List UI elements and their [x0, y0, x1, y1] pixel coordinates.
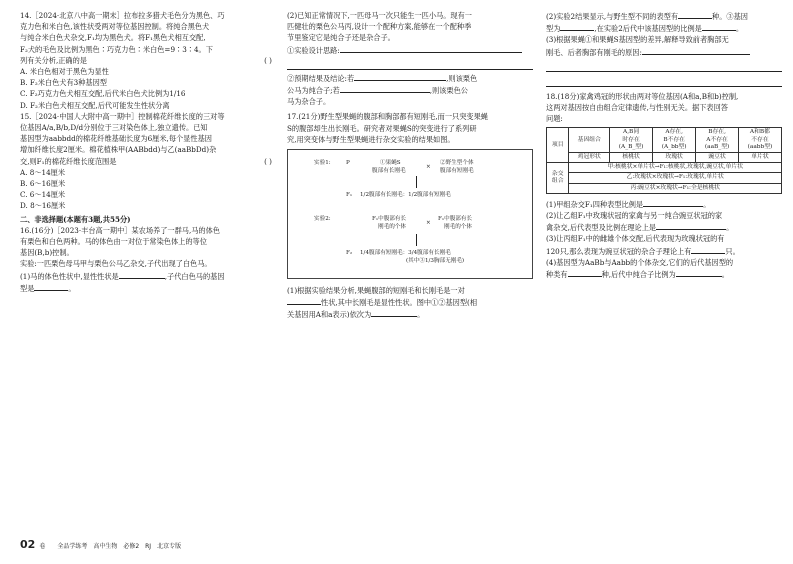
genotype-table [546, 127, 782, 193]
question-14 [20, 10, 272, 111]
cross-symbol: × [426, 164, 431, 171]
cross-label [547, 163, 569, 194]
mutant-s: ①果蝇S [380, 160, 401, 167]
item-header: 项目 [547, 128, 569, 163]
cell-text: B存在, [708, 129, 726, 136]
q17-sub3: (3)根据果蝇①和果蝇S基因型的差异,解释导致前者胸部无 [546, 35, 729, 45]
cross-row: 乙:玫瑰状×玫瑰状→F₁:玫瑰状,单片状 [569, 173, 782, 183]
period: 。 [68, 283, 76, 293]
predict-text: ②预期结果及结论:若 [287, 73, 355, 83]
page-footer [20, 538, 181, 551]
answer-line[interactable] [546, 74, 782, 87]
q17-sub1-text: 关基因用A和a表示)依次为 [287, 310, 372, 320]
answer-blank[interactable] [560, 22, 594, 31]
q14-line: 与纯合米白色犬杂交,F₁均为黑色犬。将F₁黑色犬相互交配, [20, 33, 206, 43]
question-17-continued [546, 10, 782, 87]
answer-blank[interactable] [678, 10, 712, 19]
q16-sub1 [20, 282, 272, 294]
f1-individual: F₁中腹部有长 [372, 216, 407, 223]
q16-predict [287, 72, 533, 84]
f1-label: F₁ [346, 192, 353, 199]
cell-text: 组合 [551, 178, 564, 185]
q18-text: 种,后代中纯合子比例为 [601, 270, 676, 280]
cross-symbol: × [426, 220, 431, 227]
period: 。 [703, 199, 711, 209]
question-17 [287, 111, 533, 320]
q17-line: S的腹部却生出长刚毛。研究者对果蝇S的突变进行了系列研 [287, 123, 477, 133]
q17-sub2-text: 型为 [546, 24, 561, 34]
q17-sub2 [546, 22, 782, 34]
cell-text: (aabb型) [747, 143, 773, 150]
q18-sub2: (2)让乙组F₁中玫瑰状冠的家禽与另一纯合豌豆状冠的家 [546, 211, 723, 221]
answer-blank[interactable] [702, 22, 736, 31]
wild-type: ②野生型个体 [440, 160, 474, 167]
q16-line: 16.(16分)［2023·丰台高一期中］某农场养了一群马,马的体色 [20, 225, 220, 235]
f1-individual: F₁中腹部有长 [438, 216, 473, 223]
q18-line: 这两对基因按自由组合定律遗传,与性别无关。据下表回答 [546, 103, 728, 113]
answer-line[interactable] [546, 59, 782, 72]
q18-text: (1)甲组杂交F₁四种表型比例是 [546, 199, 644, 209]
genotype-cell [610, 128, 653, 153]
answer-blank[interactable] [354, 72, 446, 81]
q18-text: 只。 [725, 246, 740, 256]
answer-paren[interactable]: ( ) [264, 156, 272, 166]
answer-blank[interactable] [371, 308, 417, 317]
question-16-continued [287, 10, 533, 107]
footer-text: 卷 全品学练考 高中生物 必修2 RJ 北京专版 [39, 543, 182, 550]
q17-sub1-text: 性状,其中长刚毛是显性性状。图中①②基因型(相 [321, 298, 478, 308]
q17-sub1 [287, 308, 533, 320]
answer-paren[interactable]: ( ) [264, 55, 272, 65]
answer-blank[interactable] [340, 44, 522, 53]
page-number: 02 [20, 538, 36, 551]
q17-sub1 [287, 296, 533, 308]
period: 。 [721, 270, 729, 280]
q18-text: 禽杂交,后代表型及比例在理论上是 [546, 223, 657, 233]
option-d[interactable]: D. F₂米白色犬相互交配,后代可能发生性状分离 [20, 100, 170, 110]
shape-label: 鸡冠形状 [569, 153, 610, 163]
q17-sub3 [546, 46, 782, 58]
q15-line: 位基因A/a,B/b,D/d分别位于三对染色体上,独立遗传。已知 [20, 123, 208, 133]
q18-text: 种类有 [546, 270, 568, 280]
q17-sub2-text: ,在实验2后代中该基因型的比例是 [594, 24, 702, 34]
p-label: P [346, 160, 350, 167]
cell-text: A,B同 [623, 129, 640, 136]
q18-line: 18.(18分)家禽鸡冠的形状由两对等位基因(A和a,B和b)控制, [546, 91, 739, 101]
q18-sub3: (3)让丙组F₁中的雌雄个体交配,后代表现为玫瑰状冠的有 [546, 234, 725, 244]
predict-text: 马为杂合子。 [287, 97, 331, 107]
q18-sub3 [546, 245, 782, 257]
answer-blank[interactable] [676, 268, 722, 277]
q17-line: 究,用突变体与野生型果蝇进行杂交实验的结果如图。 [287, 134, 455, 144]
cell-text: A不存在 [706, 136, 728, 143]
cell-text: 杂交 [551, 170, 564, 177]
option-c[interactable]: C. 6～14厘米 [20, 190, 66, 200]
q18-sub4 [546, 268, 782, 280]
cell-text: 不存在 [751, 136, 769, 143]
predict-text: 公马为纯合子;若 [287, 86, 340, 96]
mutant-s-trait: 腹部有长刚毛 [372, 168, 406, 175]
q16-line: 基因(B,b)控制。 [20, 248, 74, 258]
shape-cell: 豌豆状 [696, 153, 739, 163]
f2-label: F₂ [346, 250, 353, 257]
answer-blank[interactable] [34, 282, 68, 291]
genotype-cell [696, 128, 739, 153]
q18-sub4: (4)基因型为AaBb与Aabb的个体杂交,它们的后代基因型的 [546, 257, 734, 267]
genotype-cell [653, 128, 696, 153]
f1-individual-2: 刚毛的个体 [444, 224, 472, 231]
cell-text: 时存在 [622, 136, 640, 143]
shape-cell: 核桃状 [610, 153, 653, 163]
f2-result: 1/4腹部有短刚毛：3/4腹部有长刚毛 [360, 250, 451, 257]
q17-sub2 [546, 10, 782, 22]
cell-text: (aaB_型) [704, 143, 730, 150]
q14-stem-end: 列有关分析,正确的是 [20, 55, 87, 65]
answer-blank[interactable] [656, 221, 726, 230]
genotype-cell [738, 128, 781, 153]
arrow-line [416, 176, 417, 188]
cell-text: (A_B_型) [618, 143, 644, 150]
f2-note: (其中③1/3胸部无刚毛) [406, 258, 465, 265]
option-d[interactable]: D. 8～16厘米 [20, 201, 66, 211]
answer-blank[interactable] [642, 46, 750, 55]
q17-sub2-text: 种。③基因 [712, 12, 748, 21]
option-b[interactable]: B. F₂米白色犬有3种基因型 [20, 78, 107, 88]
answer-blank[interactable] [340, 84, 430, 93]
cell-text: B不存在 [663, 136, 685, 143]
answer-blank[interactable] [119, 270, 165, 279]
f1-individual-2: 刚毛的个体 [378, 224, 406, 231]
shape-cell: 单片状 [738, 153, 781, 163]
period: 。 [726, 223, 734, 233]
q14-line [20, 55, 272, 66]
answer-blank[interactable] [568, 268, 602, 277]
q16-line: 节里鉴定它是纯合子还是杂合子。 [287, 33, 395, 43]
q16-line: (2)已知正常情况下,一匹母马一次只能生一匹小马。现有一 [287, 11, 472, 20]
answer-line[interactable] [287, 57, 533, 70]
cell-text: A存在, [665, 129, 683, 136]
period: 。 [735, 24, 744, 34]
question-16 [20, 225, 272, 294]
cross-row: 丙:豌豆状×玫瑰状→F₁:全是核桃状 [569, 183, 782, 193]
predict-text: ,则该栗色公 [429, 86, 468, 96]
q15-stem-end: 交,则F₁的棉花纤维长度范围是 [20, 156, 117, 166]
option-b[interactable]: B. 6～16厘米 [20, 179, 66, 189]
cell-text: (A_bb型) [661, 143, 687, 150]
question-15 [20, 111, 272, 212]
q18-text: 120只,那么表现为豌豆状冠的杂合子理论上有 [546, 246, 692, 256]
design-label: ①实验设计思路: [287, 45, 340, 55]
section-heading: 二、非选择题(本题有3题,共55分) [20, 214, 131, 224]
option-a[interactable]: A. 8～14厘米 [20, 167, 66, 177]
genotype-label: 基因组合 [569, 128, 610, 153]
wild-type-trait: 腹部有短刚毛 [440, 168, 474, 175]
q15-line: 增加纤维长度2厘米。棉花植株甲(AABbdd)与乙(aaBbDd)杂 [20, 145, 217, 155]
q16-line: 匹健壮的栗色公马丙,设计一个配种方案,能够在一个配种季 [287, 22, 472, 32]
q15-line: 基因型为aabbdd的棉花纤维基础长度为6厘米,每个显性基因 [20, 134, 212, 144]
q17-sub1: (1)根据实验结果分析,果蝇腹部的短刚毛和长刚毛是一对 [287, 286, 465, 296]
right-column [546, 10, 782, 280]
q17-sub3-text: 刚毛、后者胸部有刚毛的原因: [546, 47, 642, 57]
exp1-label: 实验1: [314, 160, 331, 167]
left-column [20, 10, 272, 294]
q16-line: 实验:一匹栗色母马甲与栗色公马乙杂交,子代出现了白色马。 [20, 259, 212, 269]
q16-sub1 [20, 270, 272, 282]
predict-text: ,则该栗色 [446, 73, 478, 83]
cross-diagram [287, 149, 533, 279]
q17-line: 17.(21分)野生型果蝇的腹部和胸部都有短刚毛,而一只突变果蝇 [287, 112, 488, 122]
q15-line: 15.［2024·中国人大附中高一期中］控制棉花纤维长度的三对等 [20, 111, 225, 121]
q18-line: 问题: [546, 114, 563, 124]
answer-blank[interactable] [287, 296, 321, 305]
q15-line [20, 156, 272, 167]
q14-line: F₂犬的毛色及比例为黑色∶巧克力色∶米白色=9∶3∶4。下 [20, 44, 213, 54]
q16-predict [287, 84, 533, 96]
q18-sub2 [546, 221, 782, 233]
q16-design [287, 44, 533, 56]
q16-sub1-text: 型是 [20, 283, 35, 293]
f1-result: 1/2腹部有长刚毛：1/2腹部有短刚毛 [360, 192, 451, 199]
option-c[interactable]: C. F₂巧克力色犬相互交配,后代米白色犬比例为1/16 [20, 89, 186, 99]
cell-text: A和B都 [749, 129, 770, 136]
answer-blank[interactable] [691, 245, 725, 254]
q17-sub2-text: (2)实验2结果显示,与野生型不同的表型有 [546, 12, 679, 21]
q14-line: 14.［2024·北京八中高一期末］拉布拉多猎犬毛色分为黑色、巧 [20, 11, 225, 20]
q16-line: 有栗色和白色两种。马的体色由一对位于常染色体上的等位 [20, 237, 207, 247]
q16-sub1-text: ,子代白色马的基因 [164, 271, 225, 281]
answer-blank[interactable] [643, 198, 703, 207]
shape-cell: 玫瑰状 [653, 153, 696, 163]
middle-column [287, 10, 533, 321]
arrow-line [416, 234, 417, 246]
q16-sub1-text: (1)马的体色性状中,显性性状是 [20, 271, 119, 281]
q18-sub1 [546, 198, 782, 210]
cross-row: 甲:核桃状×单片状→F₁:核桃状,玫瑰状,豌豆状,单片状 [569, 163, 782, 173]
option-a[interactable]: A. 米白色相对于黑色为显性 [20, 67, 109, 77]
q14-line: 克力色和米白色,该性状受两对等位基因控制。将纯合黑色犬 [20, 22, 210, 32]
exp2-label: 实验2: [314, 216, 331, 223]
period: 。 [417, 310, 425, 320]
question-18 [546, 91, 782, 280]
